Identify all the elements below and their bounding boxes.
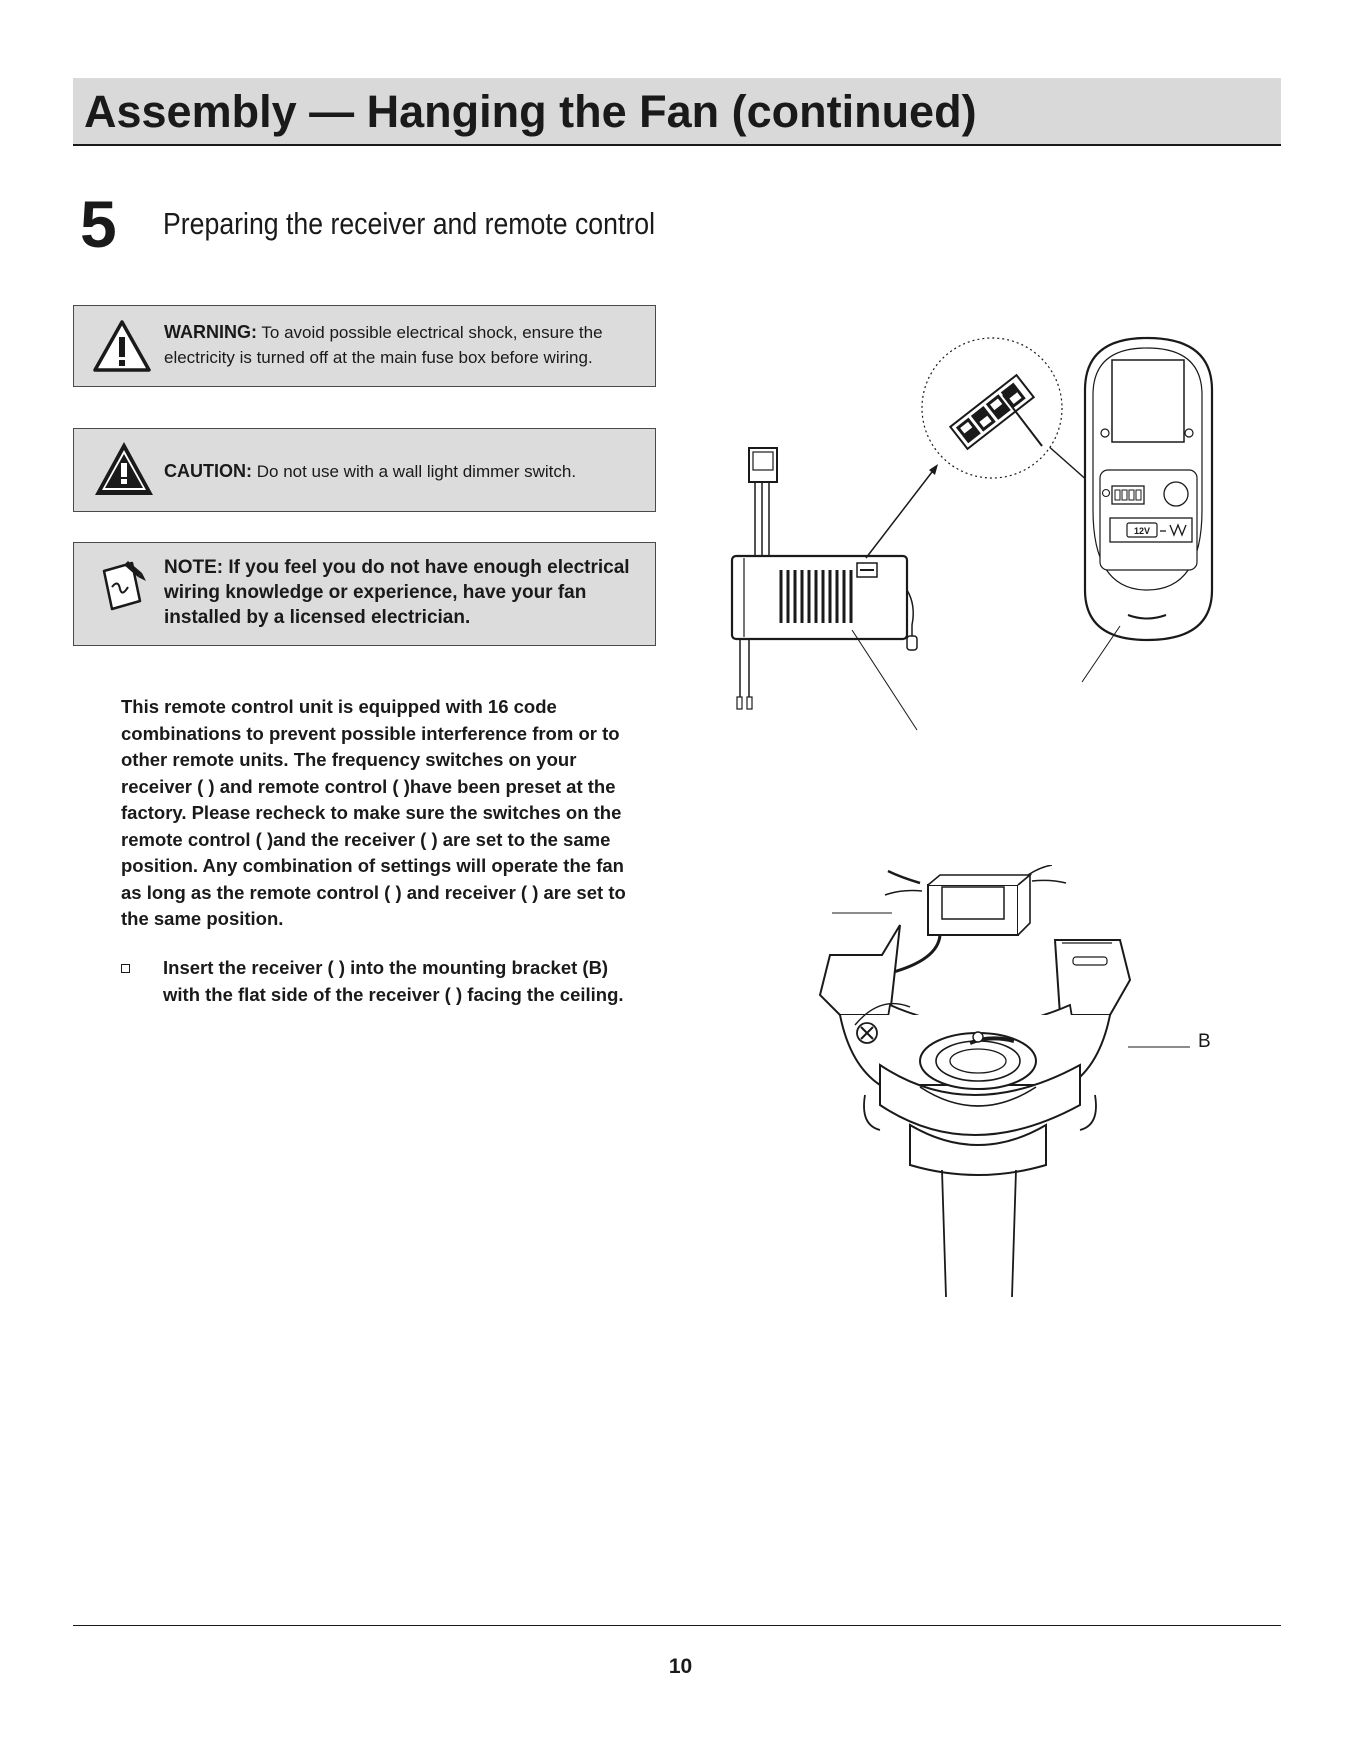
remote-control	[1085, 338, 1212, 640]
dip-switch-detail	[922, 338, 1062, 478]
step-number: 5	[80, 187, 117, 261]
caution-message: Do not use with a wall light dimmer switch.	[256, 462, 577, 481]
note-message: If you feel you do not have enough electrical wiring knowledge or experience, have your fan installed by a licensed electrician.	[164, 557, 630, 628]
step-title: Preparing the receiver and remote control	[163, 206, 655, 241]
caution-label: CAUTION:	[164, 461, 252, 481]
warning-label: WARNING:	[164, 322, 257, 342]
footer-rule	[73, 1625, 1281, 1626]
receiver-unit	[732, 556, 917, 709]
warning-text	[164, 320, 644, 370]
caution-triangle-icon	[92, 439, 156, 504]
caution-text	[164, 459, 644, 484]
page-number: 10	[668, 1655, 693, 1678]
note-box	[73, 542, 656, 646]
step-item-text: Insert the receiver ( ) into the mounting bracket (B) with the flat side of the receiver ( ) facing the ceiling.	[163, 957, 624, 1005]
warning-message: To avoid possible electrical shock, ensure the electricity is turned off at the main fuse box before wiring.	[164, 323, 603, 367]
note-label: NOTE:	[164, 557, 224, 578]
warning-box	[73, 305, 656, 387]
checkbox-icon	[121, 964, 130, 973]
note-pencil-icon	[98, 557, 150, 618]
receiver-connector	[749, 448, 777, 558]
battery-label: 12V	[1133, 526, 1151, 536]
warning-triangle-icon	[92, 318, 152, 379]
note-text	[164, 555, 649, 630]
bracket-label-b: B	[1198, 1031, 1211, 1052]
mounting-bracket-figure	[770, 865, 1190, 1305]
mounting-bracket	[820, 925, 1130, 1297]
caution-box	[73, 428, 656, 512]
page-title: Assembly — Hanging the Fan (continued)	[84, 86, 977, 137]
receiver-remote-figure	[700, 320, 1280, 740]
instructions-paragraph: This remote control unit is equipped with 16 code combinations to prevent possible interference from or to other remote units. The frequency switches on your receiver ( ) and remote control ( )have been preset at the factory. Please recheck to make sure the switches on the remote control ( )and the receiver ( ) are set to the same position. Any combination of settings will operate the fan as long as the remote control ( ) and receiver ( ) are set to the same position.	[121, 696, 626, 929]
